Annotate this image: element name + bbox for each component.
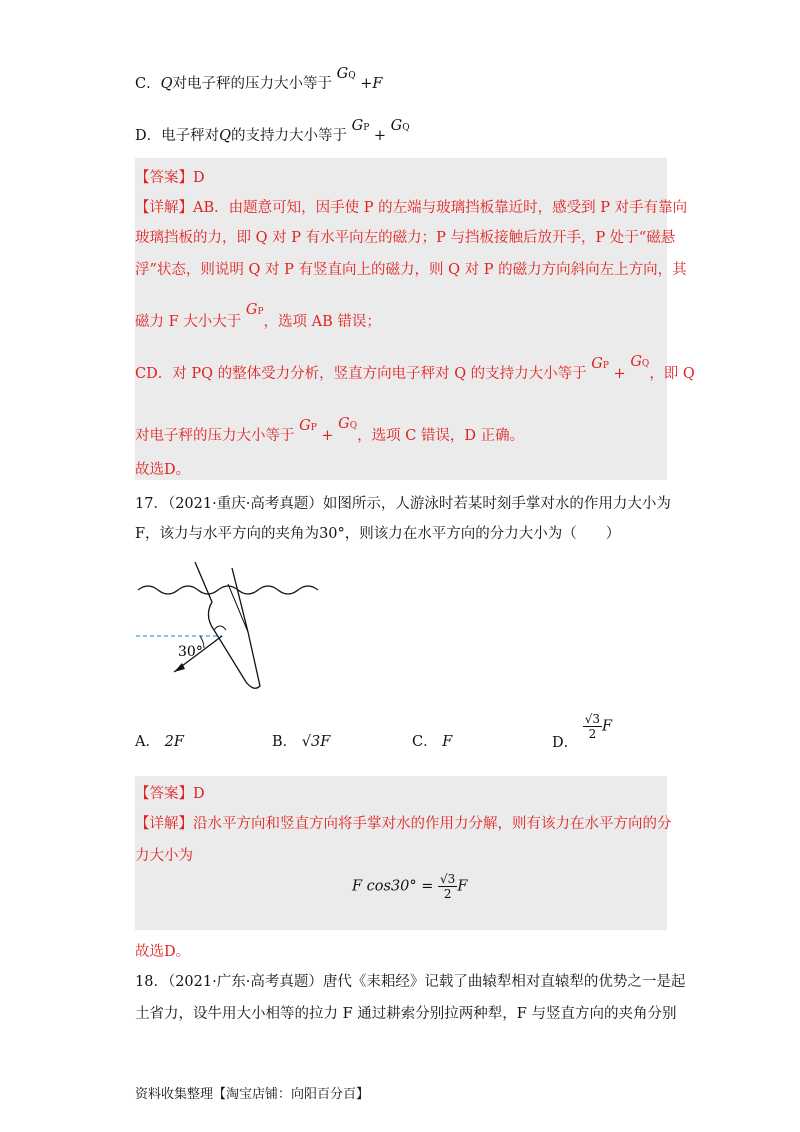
answer-16-line3: 浮”状态，则说明 Q 对 P 有竖直向上的磁力，则 Q 对 P 的磁力方向斜向左上方向，其: [135, 262, 687, 278]
figure-angle-label: 30°: [178, 644, 203, 660]
answer-16-conclusion: 故选D。: [135, 462, 191, 478]
q17-option-b: B． √3F: [272, 734, 331, 750]
answer-17-box: [135, 776, 667, 930]
question-17-line2: F，该力与水平方向的夹角为30°，则该力在水平方向的分力大小为（ ）: [135, 526, 621, 542]
answer-16-line6: 对电子秤的压力大小等于 GP + GQ，选项 C 错误，D 正确。: [135, 416, 525, 444]
answer-16-line5: CD．对 PQ 的整体受力分析，竖直方向电子秤对 Q 的支持力大小等于 GP + GQ，即 Q: [135, 354, 695, 382]
q17-option-d: D． $\frac{√3}{2}$ F: [552, 712, 613, 751]
option-d: D．电子秤对Q的支持力大小等于 GP + GQ: [135, 118, 410, 144]
question-17-line1: 17．（2021·重庆·高考真题）如图所示，人游泳时若某时刻手掌对水的作用力大小为: [135, 496, 671, 512]
q17-option-c: C． F: [412, 734, 453, 750]
option-c: C．Q对电子秤的压力大小等于 GQ +F: [135, 66, 383, 92]
q17-option-a: A． 2F: [135, 734, 184, 750]
answer-17-conclusion: 故选D。: [135, 944, 191, 960]
answer-17-formula: F cos30° = $\frac{√3}{2}$ F: [352, 872, 468, 901]
answer-16-line4: 磁力 F 大小大于 GP，选项 AB 错误；: [135, 302, 381, 330]
answer-17-label: 【答案】D: [135, 786, 205, 802]
page-footer: 资料收集整理【淘宝店铺：向阳百分百】: [135, 1087, 370, 1102]
question-18-line2: 土省力，设牛用大小相等的拉力 F 通过耕索分别拉两种犁，F 与竖直方向的夹角分别: [135, 1006, 677, 1022]
swimming-hand-figure: [130, 560, 330, 700]
answer-17-line1: 【详解】沿水平方向和竖直方向将手掌对水的作用力分解，则有该力在水平方向的分: [135, 816, 672, 832]
answer-16-label: 【答案】D: [135, 170, 205, 186]
answer-16-line1: 【详解】AB．由题意可知，因手使 P 的左端与玻璃挡板靠近时，感受到 P 对手有靠向: [135, 200, 688, 216]
question-18-line1: 18．（2021·广东·高考真题）唐代《耒耜经》记载了曲辕犁相对直辕犁的优势之一是起: [135, 974, 686, 990]
answer-16-line2: 玻璃挡板的力，即 Q 对 P 有水平向左的磁力；P 与挡板接触后放开手，P 处于“磁悬: [135, 230, 676, 246]
answer-17-line2: 力大小为: [135, 848, 193, 864]
